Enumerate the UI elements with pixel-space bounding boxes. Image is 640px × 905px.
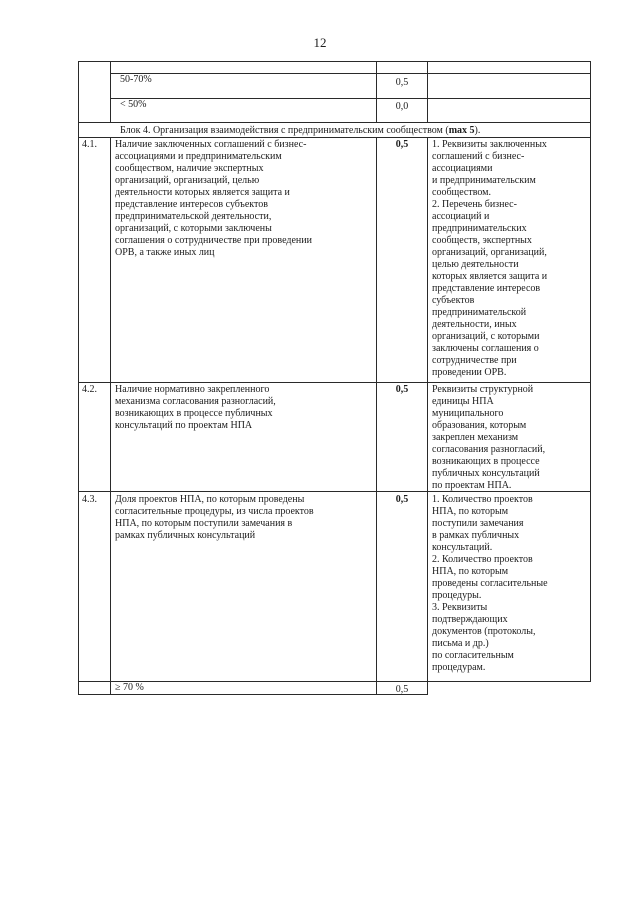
criterion-cell: Доля проектов НПА, по которым проведены согласительные процедуры, из числа проектов НПА, по которым поступили замечания в рамках публичных консультаций — [115, 494, 314, 541]
row-number: 4.3. — [82, 494, 97, 505]
score-cell: 0,0 — [395, 101, 409, 112]
row-number: 4.2. — [82, 384, 97, 395]
column-divider — [376, 137, 377, 694]
row-divider — [110, 73, 591, 74]
table-border-bottom — [78, 694, 428, 695]
row-divider — [78, 122, 591, 123]
block-max: max 5 — [448, 125, 475, 136]
column-divider — [110, 137, 111, 694]
score-cell: 0,5 — [395, 494, 409, 505]
score-cell: 0,5 — [395, 77, 409, 88]
block-tail: ). — [474, 125, 481, 136]
score-cell: 0,5 — [395, 139, 409, 150]
criterion-cell: Наличие заключенных соглашений с бизнес- ассоциациями и предпринимательским сообществом, наличие экспертных организаций, организаций, целью деятельности которых является защита и представление интересов субъектов предпринимательской деятельности, организаций, с которыми заключены соглашения о сотрудничестве при проведении ОРВ, а также иных лиц — [115, 139, 312, 258]
documents-cell: Реквизиты структурной единицы НПА муниципального образования, которым закреплен механизм согласования разногласий, возникающих в процессе публичных консультаций по проектам НПА. — [432, 384, 546, 491]
criterion-cell: 50-70% — [120, 74, 152, 85]
column-divider — [427, 137, 428, 694]
row-divider — [78, 137, 591, 138]
column-divider — [110, 61, 111, 123]
documents-cell: 1. Количество проектов НПА, по которым поступили замечания в рамках публичных консультаций. 2. Количество проектов НПА, по которым проведены согласительные процедуры. 3. Реквизиты подтверждающих документов (протоколы, письма и др.) по согласительным процедурам. — [432, 494, 548, 673]
criterion-cell: ≥ 70 % — [115, 682, 144, 693]
row-divider — [78, 382, 591, 383]
score-cell: 0,5 — [395, 384, 409, 395]
row-divider — [110, 98, 591, 99]
table-border-top — [78, 61, 591, 62]
column-divider — [427, 61, 428, 123]
row-divider — [78, 681, 591, 682]
documents-cell: 1. Реквизиты заключенных соглашений с бизнес- ассоциациями и предпринимательским сообществом. 2. Перечень бизнес- ассоциаций и предпринимательских сообществ, экспертных организаций, организаций, целью деятельности которых является защита и представление интересов субъектов предпринимательской деятельности, иных организаций, с которыми заключены соглашения о сотрудничестве при проведении ОРВ. — [432, 139, 548, 378]
row-number: 4.1. — [82, 139, 97, 150]
block-header — [120, 125, 480, 137]
criterion-cell: Наличие нормативно закрепленного механизма согласования разногласий, возникающих в процессе публичных консультаций по проектам НПА — [115, 384, 276, 431]
column-divider — [376, 61, 377, 123]
criterion-cell: < 50% — [120, 99, 147, 110]
score-cell: 0,5 — [395, 684, 409, 695]
block-title: Блок 4. Организация взаимодействия с предпринимательским сообществом ( — [120, 125, 449, 136]
table-border-right — [590, 61, 591, 682]
table-border-left — [78, 61, 79, 694]
page-number: 12 — [313, 35, 327, 50]
